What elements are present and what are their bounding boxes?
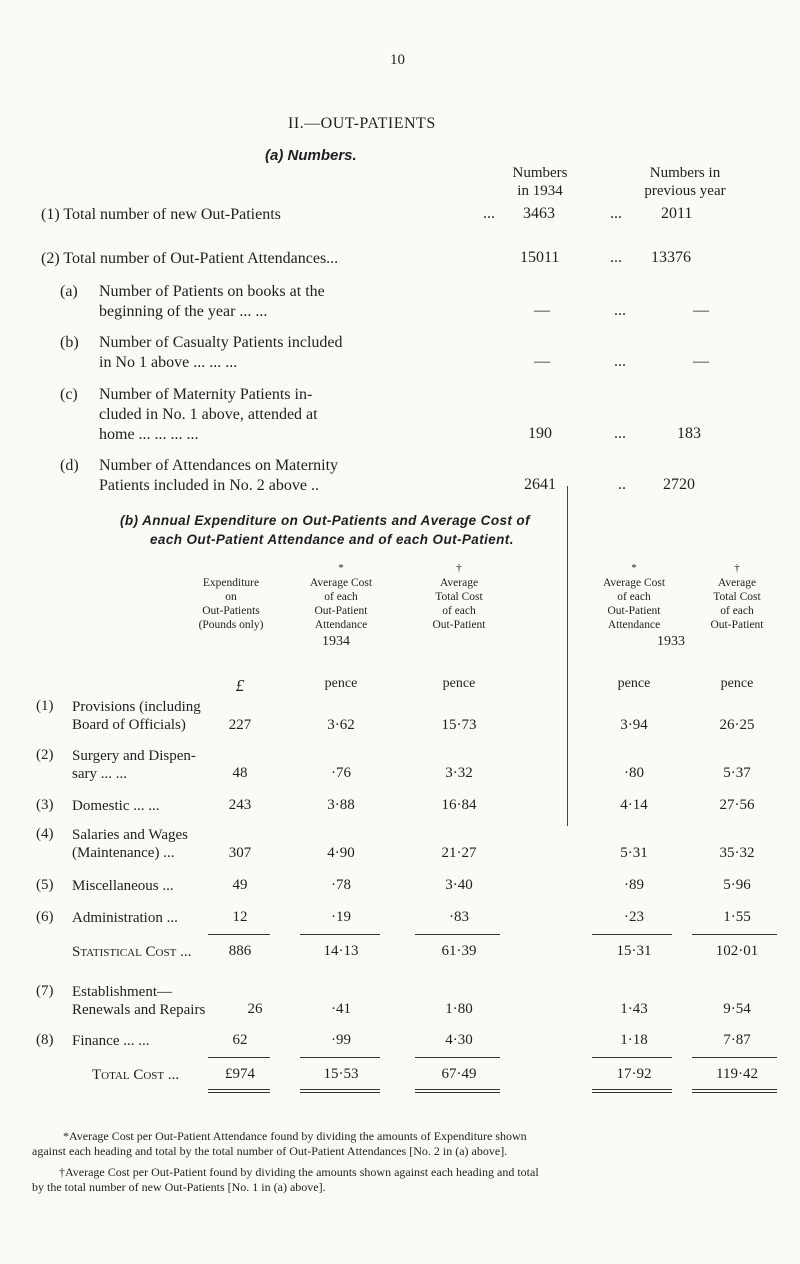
unit-pence: pence: [442, 676, 476, 691]
cell: 62: [232, 1032, 248, 1048]
cell: 4·90: [327, 845, 355, 861]
cell: 7·87: [723, 1032, 751, 1048]
cell: 886: [228, 943, 252, 959]
cell: 15·73: [441, 717, 477, 733]
row-index: (3): [36, 797, 54, 813]
row-index: (7): [36, 983, 54, 999]
col-1934-header: [490, 164, 590, 200]
subrow-b-prev: —: [693, 353, 709, 370]
cell: 14·13: [323, 943, 359, 959]
footnote-dagger-line1: †Average Cost per Out-Patient found by dividing the amounts shown against each heading and total: [59, 1165, 539, 1179]
section-title: II.—OUT-PATIENTS: [288, 115, 436, 132]
double-rule: [592, 1089, 672, 1093]
column-divider: [567, 486, 568, 826]
cell: 4·14: [620, 797, 648, 813]
cell: 15·31: [616, 943, 652, 959]
cell: 3·88: [327, 797, 355, 813]
footnote-dagger-line2: by the total number of new Out-Patients [No. 1 in (a) above].: [32, 1180, 326, 1194]
subrow-d-1934: 2641: [524, 476, 556, 493]
col-prev-line2: previous year: [644, 183, 726, 199]
cell: ·99: [331, 1032, 351, 1048]
row-new-outpatients-1934: 3463: [523, 205, 555, 222]
cell: 49: [232, 877, 248, 893]
cell: 227: [228, 717, 252, 733]
rule: [208, 1057, 270, 1058]
row-index: (5): [36, 877, 54, 893]
subrow-c-label: Number of Maternity Patients in- cluded in No. 1 above, attended at home ... ... ... ...: [99, 386, 318, 443]
col-avg-attendance-1933-header: Average Cost of each Out-Patient Attendance: [602, 577, 666, 631]
row-label-salaries: Salaries and Wages (Maintenance) ...: [72, 827, 188, 861]
footnote-star-line1: *Average Cost per Out-Patient Attendance found by dividing the amounts of Expenditure shown: [63, 1129, 527, 1143]
col-1934-line1: Numbers: [512, 165, 568, 181]
row-label-miscellaneous: Miscellaneous ...: [72, 878, 174, 894]
unit-pence: pence: [720, 676, 754, 691]
col-avg-total-1934-header: Average Total Cost of each Out-Patient: [432, 577, 486, 631]
cell: 3·40: [445, 877, 473, 893]
dots: ...: [614, 302, 626, 319]
subrow-a-1934: —: [534, 302, 550, 319]
dots: ...: [614, 353, 626, 370]
cell: 26·25: [719, 717, 755, 733]
row-label-administration: Administration ...: [72, 910, 178, 926]
cell: ·76: [331, 765, 351, 781]
unit-pence: pence: [617, 676, 651, 691]
cell: ·23: [624, 909, 644, 925]
star-mark: *: [338, 562, 344, 574]
page-number: 10: [390, 52, 405, 68]
subrow-b-1934: —: [534, 353, 550, 370]
cell: 12: [232, 909, 248, 925]
subrow-a-label: Number of Patients on books at the beginning of the year ... ...: [99, 283, 325, 320]
cell: 61·39: [441, 943, 477, 959]
dots: ...: [610, 249, 622, 266]
star-mark: *: [631, 562, 637, 574]
row-index: (4): [36, 826, 54, 842]
cell: ·80: [624, 765, 644, 781]
subrow-d-prev: 2720: [663, 476, 695, 493]
cell: 5·31: [620, 845, 648, 861]
subrow-c-prev: 183: [677, 425, 701, 442]
col-1934-line2: in 1934: [517, 183, 563, 199]
year-1934: 1934: [322, 634, 350, 649]
cell: 67·49: [441, 1066, 477, 1082]
cell: 243: [228, 797, 252, 813]
col-avg-attendance-1934-header: Average Cost of each Out-Patient Attendance: [309, 577, 373, 631]
dots: ...: [614, 425, 626, 442]
footnote-star-line2: against each heading and total by the total number of Out-Patient Attendances [No. 2 in (a) above].: [32, 1144, 508, 1158]
col-expenditure-header: Expenditure on Out-Patients (Pounds only): [198, 577, 264, 631]
cell: 307: [228, 845, 252, 861]
cell: 21·27: [441, 845, 477, 861]
part-a-heading: (a) Numbers.: [265, 147, 357, 164]
rule: [692, 1057, 777, 1058]
row-label-finance: Finance ... ...: [72, 1033, 150, 1049]
subrow-c-index: (c): [60, 386, 78, 403]
cell: 16·84: [441, 797, 477, 813]
rule: [300, 934, 380, 935]
cell: 1·18: [620, 1032, 648, 1048]
rule: [692, 934, 777, 935]
cell: ·89: [624, 877, 644, 893]
dagger-mark: †: [734, 562, 740, 574]
cell: ·41: [331, 1001, 351, 1017]
cell: 102·01: [715, 943, 759, 959]
subrow-b-index: (b): [60, 334, 79, 351]
row-index: (1): [36, 698, 54, 714]
cell: 3·94: [620, 717, 648, 733]
subrow-c-1934: 190: [528, 425, 552, 442]
col-prev-line1: Numbers in: [649, 165, 721, 181]
rule: [415, 934, 500, 935]
rule: [208, 934, 270, 935]
row-index: (8): [36, 1032, 54, 1048]
total-cost-label: Total Cost ...: [92, 1067, 180, 1083]
row-attendances-label: (2) Total number of Out-Patient Attendances...: [41, 250, 339, 267]
row-attendances-prev: 13376: [651, 249, 691, 266]
dots: ..: [618, 476, 626, 493]
rule: [300, 1057, 380, 1058]
double-rule: [300, 1089, 380, 1093]
row-label-provisions: Provisions (including Board of Officials): [72, 699, 201, 733]
row-label-establishment: Establishment— Renewals and Repairs: [72, 984, 206, 1018]
col-prev-header: [620, 164, 750, 200]
cell: 9·54: [723, 1001, 751, 1017]
rule: [592, 934, 672, 935]
cell: 119·42: [716, 1066, 758, 1082]
cell: 17·92: [616, 1066, 652, 1082]
dots: ...: [483, 205, 495, 222]
unit-pence: pence: [324, 676, 358, 691]
cell: 26: [247, 1001, 263, 1017]
cell: 48: [232, 765, 248, 781]
subrow-d-label: Number of Attendances on Maternity Patients included in No. 2 above ..: [99, 457, 339, 494]
cell: 3·32: [445, 765, 473, 781]
double-rule: [415, 1089, 500, 1093]
cell: 3·62: [327, 717, 355, 733]
cell: ·19: [331, 909, 351, 925]
row-label-domestic: Domestic ... ...: [72, 798, 160, 814]
cell: £974: [225, 1066, 255, 1082]
cell: 1·80: [445, 1001, 473, 1017]
part-b-heading-line2: each Out-Patient Attendance and of each Out-Patient.: [150, 532, 514, 547]
cell: 4·30: [445, 1032, 473, 1048]
cell: ·83: [449, 909, 469, 925]
cell: ·78: [331, 877, 351, 893]
row-label-surgery: Surgery and Dispen- sary ... ...: [72, 748, 196, 782]
rule: [415, 1057, 500, 1058]
cell: 27·56: [719, 797, 755, 813]
double-rule: [208, 1089, 270, 1093]
cell: 5·37: [723, 765, 751, 781]
cell: 1·55: [723, 909, 751, 925]
row-attendances-1934: 15011: [520, 249, 560, 266]
statistical-cost-label: Statistical Cost ...: [72, 944, 192, 960]
year-1933: 1933: [657, 634, 685, 649]
row-new-outpatients-prev: 2011: [661, 205, 693, 222]
row-index: (2): [36, 747, 54, 763]
subrow-a-index: (a): [60, 283, 78, 300]
cell: 15·53: [323, 1066, 359, 1082]
unit-pounds: £: [235, 676, 245, 695]
subrow-b-label: Number of Casualty Patients included in No 1 above ... ... ...: [99, 334, 343, 371]
subrow-d-index: (d): [60, 457, 79, 474]
cell: 1·43: [620, 1001, 648, 1017]
cell: 5·96: [723, 877, 751, 893]
part-b-heading-line1: (b) Annual Expenditure on Out-Patients and Average Cost of: [120, 513, 530, 528]
subrow-a-prev: —: [693, 302, 709, 319]
dagger-mark: †: [456, 562, 462, 574]
row-index: (6): [36, 909, 54, 925]
cell: 35·32: [719, 845, 755, 861]
double-rule: [692, 1089, 777, 1093]
dots: ...: [610, 205, 622, 222]
rule: [592, 1057, 672, 1058]
col-avg-total-1933-header: Average Total Cost of each Out-Patient: [710, 577, 764, 631]
row-new-outpatients-label: (1) Total number of new Out-Patients: [41, 206, 281, 223]
